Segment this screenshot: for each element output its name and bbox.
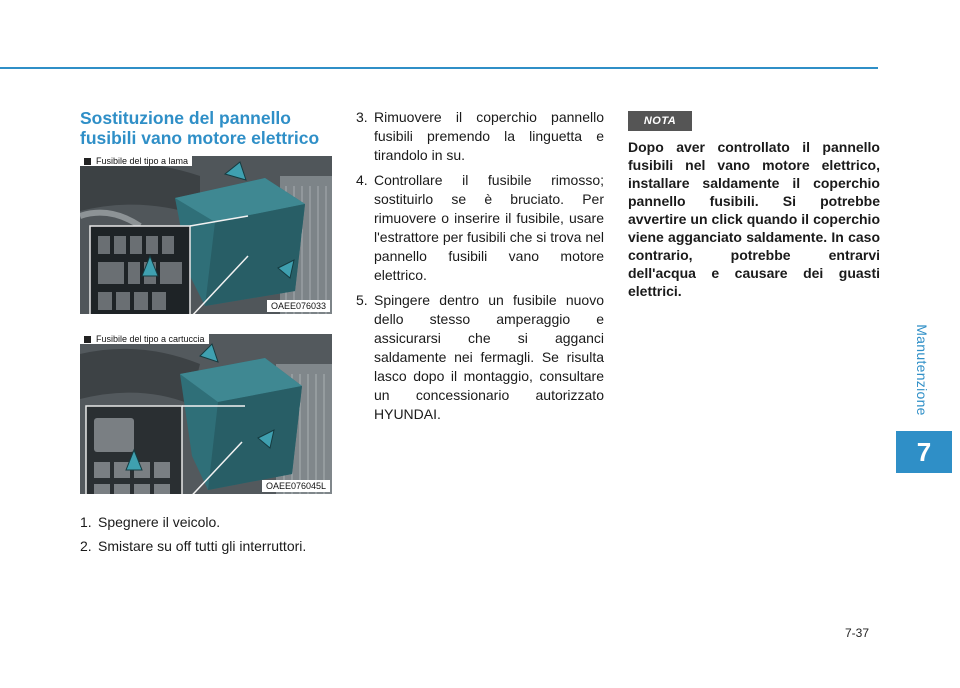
step-number: 4.: [356, 172, 368, 188]
fuse-box-photo: [80, 156, 332, 314]
page-number: 7-37: [845, 626, 870, 640]
fuse-box-illustration: [80, 156, 332, 314]
step-text: Smistare su off tutti gli interruttori.: [98, 538, 307, 554]
figure-code: OAEE076033: [267, 300, 330, 312]
step-text: Rimuovere il coperchio pannello fusibili premendo la linguetta e tirandolo in su.: [374, 109, 604, 163]
list-item: [356, 291, 604, 424]
figure-code: OAEE076045L: [262, 480, 330, 492]
list-item: [80, 536, 350, 556]
bullet-square-icon: [84, 158, 91, 165]
figure-blade-fuse: [80, 152, 332, 314]
step-text: Controllare il fusibile rimosso; sostituirlo se è bruciato. Per rimuovere o inserire il fusibile, usare l'estrattore per fusibili che si trova nel pannello fusibili vano motore elettrico.: [374, 172, 604, 283]
step-number: 2.: [80, 538, 92, 554]
step-number: 3.: [356, 109, 368, 125]
figure-caption-text: Fusibile del tipo a cartuccia: [96, 334, 205, 344]
chapter-side-label: [902, 300, 942, 440]
bullet-square-icon: [84, 336, 91, 343]
chapter-tab[interactable]: 7: [896, 431, 952, 473]
section-title: Sostituzione del pannello fusibili vano motore elettrico: [80, 108, 320, 148]
step-number: 5.: [356, 292, 368, 308]
header-rule: [0, 67, 878, 69]
list-item: [356, 171, 604, 285]
figure-caption-text: Fusibile del tipo a lama: [96, 156, 189, 166]
step-text: Spegnere il veicolo.: [98, 514, 221, 530]
fuse-box-illustration: [80, 334, 332, 494]
list-item: [356, 108, 604, 165]
fuse-box-photo: [80, 334, 332, 494]
step-text: Spingere dentro un fusibile nuovo dello stesso amperaggio e assicurarsi che si agganci saldamente nei fermagli. Se risulta lasco dopo il montaggio, consultare un concessionario autorizzato HYUNDAI.: [374, 292, 604, 422]
steps-list-middle: [356, 108, 604, 430]
nota-text: Dopo aver controllato il pannello fusibili nel vano motore elettrico, installare saldamente il coperchio pannello fusibili. Si potrebbe avvertire un click quando il coperchio viene agganciato saldamente. In caso contrario, potrebbe entrarvi dell'acqua e causare dei guasti elettrici.: [628, 139, 880, 299]
figure-cartridge-fuse: [80, 330, 332, 494]
step-number: 1.: [80, 514, 92, 530]
nota-badge: NOTA: [628, 111, 692, 131]
list-item: [80, 512, 350, 532]
chapter-label-text: Manutenzione: [914, 324, 930, 416]
steps-list-left: [80, 512, 350, 560]
